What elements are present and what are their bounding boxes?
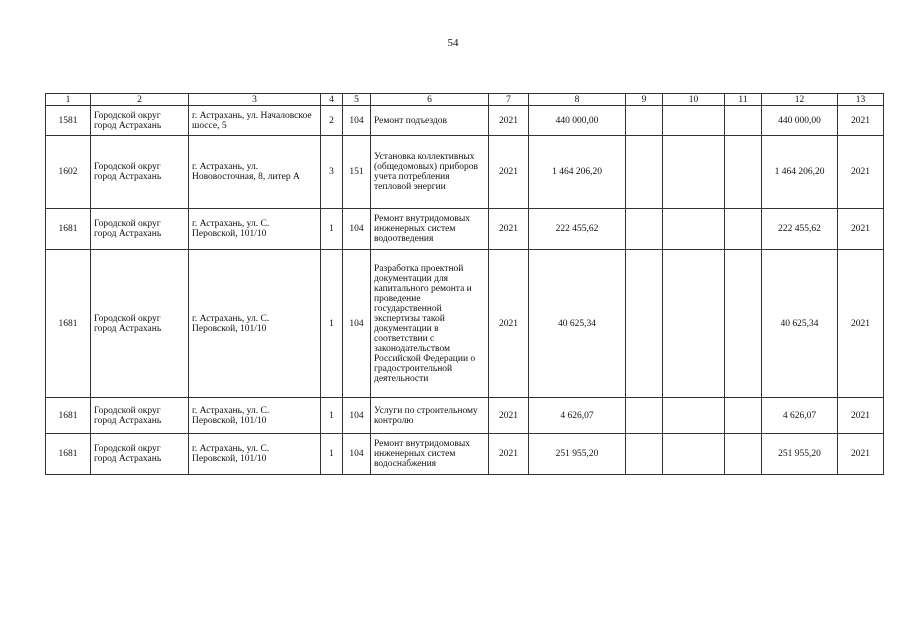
cell-col4: 1 <box>321 434 343 475</box>
cell-col5: 104 <box>343 250 371 398</box>
cell-address: г. Астрахань, ул. С. Перовской, 101/10 <box>189 434 321 475</box>
col-header-5: 5 <box>343 94 371 106</box>
cell-col11 <box>725 209 762 250</box>
cell-municipality: Городской округ город Астрахань <box>91 106 189 136</box>
capital-repair-table <box>45 93 884 475</box>
col-header-7: 7 <box>489 94 529 106</box>
cell-work: Разработка проектной документации для капитального ремонта и проведение государственной экспертизы такой документации в соответствии с законодательством Российской Федерации о градостроительной деятельности <box>371 250 489 398</box>
cell-id: 1602 <box>46 136 91 209</box>
col-header-9: 9 <box>626 94 663 106</box>
cell-year: 2021 <box>489 434 529 475</box>
cell-col12: 440 000,00 <box>762 106 838 136</box>
cell-col5: 151 <box>343 136 371 209</box>
cell-col9 <box>626 136 663 209</box>
cell-id: 1681 <box>46 398 91 434</box>
cell-work: Услуги по строительному контролю <box>371 398 489 434</box>
cell-id: 1681 <box>46 250 91 398</box>
col-header-6: 6 <box>371 94 489 106</box>
cell-col5: 104 <box>343 209 371 250</box>
cell-id: 1681 <box>46 434 91 475</box>
cell-col12: 251 955,20 <box>762 434 838 475</box>
cell-id: 1581 <box>46 106 91 136</box>
cell-address: г. Астрахань, ул. Нововосточная, 8, литер А <box>189 136 321 209</box>
cell-col4: 1 <box>321 209 343 250</box>
cell-col13: 2021 <box>838 136 884 209</box>
col-header-8: 8 <box>529 94 626 106</box>
cell-col13: 2021 <box>838 398 884 434</box>
col-header-10: 10 <box>663 94 725 106</box>
page-number: 54 <box>447 37 459 49</box>
cell-col12: 40 625,34 <box>762 250 838 398</box>
cell-col10 <box>663 136 725 209</box>
table-row <box>46 250 884 398</box>
col-header-13: 13 <box>838 94 884 106</box>
cell-col10 <box>663 434 725 475</box>
cell-col12: 4 626,07 <box>762 398 838 434</box>
table-row <box>46 106 884 136</box>
cell-col9 <box>626 209 663 250</box>
cell-col10 <box>663 250 725 398</box>
cell-col9 <box>626 434 663 475</box>
col-header-11: 11 <box>725 94 762 106</box>
cell-municipality: Городской округ город Астрахань <box>91 250 189 398</box>
cell-col10 <box>663 106 725 136</box>
cell-col4: 3 <box>321 136 343 209</box>
cell-total: 40 625,34 <box>529 250 626 398</box>
cell-work: Установка коллективных (общедомовых) приборов учета потребления тепловой энергии <box>371 136 489 209</box>
cell-col9 <box>626 106 663 136</box>
cell-address: г. Астрахань, ул. С. Перовской, 101/10 <box>189 250 321 398</box>
header-row <box>46 94 884 106</box>
cell-year: 2021 <box>489 398 529 434</box>
cell-year: 2021 <box>489 106 529 136</box>
cell-col11 <box>725 250 762 398</box>
cell-col4: 1 <box>321 398 343 434</box>
cell-col11 <box>725 136 762 209</box>
cell-col10 <box>663 209 725 250</box>
cell-total: 4 626,07 <box>529 398 626 434</box>
cell-col11 <box>725 398 762 434</box>
cell-col5: 104 <box>343 398 371 434</box>
table-row <box>46 209 884 250</box>
cell-municipality: Городской округ город Астрахань <box>91 209 189 250</box>
cell-address: г. Астрахань, ул. С. Перовской, 101/10 <box>189 209 321 250</box>
cell-col9 <box>626 250 663 398</box>
cell-address: г. Астрахань, ул. С. Перовской, 101/10 <box>189 398 321 434</box>
cell-col5: 104 <box>343 434 371 475</box>
cell-col12: 1 464 206,20 <box>762 136 838 209</box>
cell-col4: 1 <box>321 250 343 398</box>
cell-year: 2021 <box>489 209 529 250</box>
cell-municipality: Городской округ город Астрахань <box>91 136 189 209</box>
col-header-4: 4 <box>321 94 343 106</box>
cell-col13: 2021 <box>838 250 884 398</box>
col-header-2: 2 <box>91 94 189 106</box>
cell-col10 <box>663 398 725 434</box>
cell-year: 2021 <box>489 250 529 398</box>
cell-col13: 2021 <box>838 209 884 250</box>
cell-year: 2021 <box>489 136 529 209</box>
table-row <box>46 136 884 209</box>
cell-col9 <box>626 398 663 434</box>
cell-total: 222 455,62 <box>529 209 626 250</box>
cell-col11 <box>725 106 762 136</box>
cell-col5: 104 <box>343 106 371 136</box>
cell-total: 1 464 206,20 <box>529 136 626 209</box>
cell-id: 1681 <box>46 209 91 250</box>
cell-col12: 222 455,62 <box>762 209 838 250</box>
cell-total: 440 000,00 <box>529 106 626 136</box>
cell-work: Ремонт подъездов <box>371 106 489 136</box>
col-header-1: 1 <box>46 94 91 106</box>
cell-col4: 2 <box>321 106 343 136</box>
col-header-3: 3 <box>189 94 321 106</box>
cell-work: Ремонт внутридомовых инженерных систем водоотведения <box>371 209 489 250</box>
table-row <box>46 398 884 434</box>
cell-col11 <box>725 434 762 475</box>
cell-col13: 2021 <box>838 106 884 136</box>
cell-total: 251 955,20 <box>529 434 626 475</box>
col-header-12: 12 <box>762 94 838 106</box>
table-row <box>46 434 884 475</box>
cell-work: Ремонт внутридомовых инженерных систем водоснабжения <box>371 434 489 475</box>
cell-col13: 2021 <box>838 434 884 475</box>
cell-address: г. Астрахань, ул. Началовское шоссе, 5 <box>189 106 321 136</box>
cell-municipality: Городской округ город Астрахань <box>91 398 189 434</box>
cell-municipality: Городской округ город Астрахань <box>91 434 189 475</box>
